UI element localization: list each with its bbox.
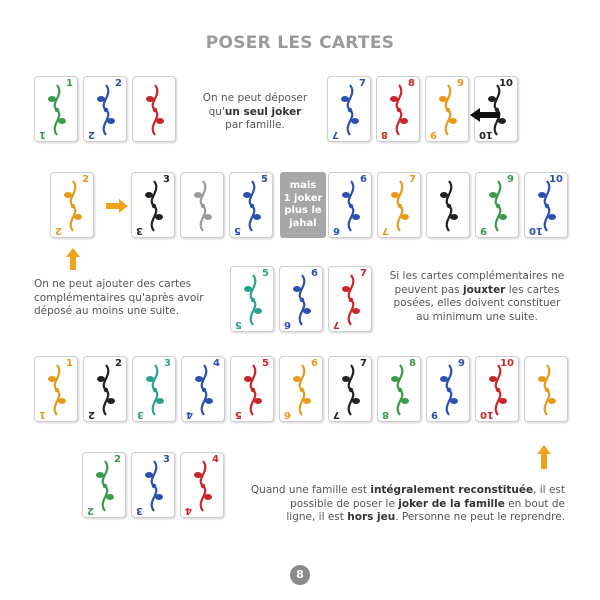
complement-left-text bbox=[34, 278, 234, 319]
mais-line-4: jahal bbox=[289, 217, 317, 229]
one-joker-line3: par famille. bbox=[225, 119, 285, 131]
card-rank: 8 bbox=[409, 358, 416, 369]
playing-card[interactable] bbox=[328, 356, 372, 422]
card-rank: 10 bbox=[499, 78, 513, 89]
card-rank-bottom: 8 bbox=[382, 409, 389, 420]
card-rank-bottom: 1 bbox=[39, 129, 46, 140]
card-figure-icon bbox=[525, 357, 568, 422]
card-rank-bottom: 10 bbox=[480, 409, 494, 420]
card-rank-bottom: 9 bbox=[430, 129, 437, 140]
playing-card[interactable] bbox=[180, 172, 224, 238]
playing-card[interactable] bbox=[230, 266, 274, 332]
page-number: 8 bbox=[290, 565, 310, 585]
card-rank: 5 bbox=[262, 268, 269, 279]
complement-left-line2: complémentaires qu'après avoir bbox=[34, 291, 204, 304]
card-rank-bottom: 7 bbox=[333, 409, 340, 420]
playing-card[interactable] bbox=[34, 76, 78, 142]
playing-card[interactable] bbox=[181, 356, 225, 422]
playing-card[interactable] bbox=[328, 172, 372, 238]
card-figure-icon bbox=[181, 173, 224, 238]
playing-card[interactable] bbox=[524, 172, 568, 238]
card-rank: 5 bbox=[261, 174, 268, 185]
up-arrow-icon bbox=[66, 248, 80, 270]
card-rank: 2 bbox=[82, 174, 89, 185]
family-line3: ligne, il est hors jeu. Personne ne peut le reprendre. bbox=[286, 511, 565, 523]
playing-card[interactable] bbox=[524, 356, 568, 422]
card-rank: 6 bbox=[360, 174, 367, 185]
card-rank-bottom: 3 bbox=[137, 409, 144, 420]
card-figure-icon bbox=[427, 173, 470, 238]
card-rank-bottom: 9 bbox=[480, 225, 487, 236]
playing-card[interactable] bbox=[132, 76, 176, 142]
card-rank: 7 bbox=[360, 358, 367, 369]
card-rank-bottom: 5 bbox=[235, 409, 242, 420]
card-rank-bottom: 9 bbox=[431, 409, 438, 420]
page-title: POSER LES CARTES bbox=[205, 33, 395, 53]
playing-card[interactable] bbox=[425, 76, 469, 142]
card-rank: 7 bbox=[409, 174, 416, 185]
card-rank-bottom: 8 bbox=[381, 129, 388, 140]
left-arrow-icon bbox=[470, 107, 500, 123]
family-line2: possible de poser le joker de la famille en bout de bbox=[290, 497, 565, 510]
card-rank-bottom: 10 bbox=[479, 129, 493, 140]
card-rank: 10 bbox=[500, 358, 514, 369]
card-rank: 7 bbox=[360, 268, 367, 279]
card-rank-bottom: 2 bbox=[88, 129, 95, 140]
card-rank-bottom: 3 bbox=[136, 505, 143, 516]
playing-card[interactable] bbox=[377, 356, 421, 422]
family-text bbox=[240, 484, 565, 525]
one-joker-line2: qu'un seul joker bbox=[208, 105, 302, 118]
card-rank-bottom: 7 bbox=[332, 129, 339, 140]
card-rank-bottom: 7 bbox=[382, 225, 389, 236]
mais-line-3: plus le bbox=[284, 205, 322, 216]
complement-right-line1: Si les cartes complémentaires ne bbox=[389, 270, 565, 282]
card-rank: 9 bbox=[507, 174, 514, 185]
card-rank-bottom: 7 bbox=[333, 319, 340, 330]
card-rank: 2 bbox=[115, 358, 122, 369]
playing-card[interactable] bbox=[83, 356, 127, 422]
card-rank: 9 bbox=[457, 78, 464, 89]
playing-card[interactable] bbox=[279, 266, 323, 332]
playing-card[interactable] bbox=[377, 172, 421, 238]
card-rank: 9 bbox=[458, 358, 465, 369]
complement-left-line3: déposé au moins une suite. bbox=[34, 305, 180, 317]
complement-left-line1: On ne peut ajouter des cartes bbox=[34, 278, 192, 290]
card-rank-bottom: 1 bbox=[39, 409, 46, 420]
up-arrow-icon bbox=[537, 445, 551, 469]
card-rank: 5 bbox=[262, 358, 269, 369]
card-rank: 10 bbox=[549, 174, 563, 185]
card-rank-bottom: 4 bbox=[185, 505, 192, 516]
card-rank: 4 bbox=[212, 454, 219, 465]
card-rank: 2 bbox=[114, 454, 121, 465]
one-joker-text bbox=[195, 92, 315, 133]
card-rank: 3 bbox=[164, 358, 171, 369]
card-rank-bottom: 10 bbox=[529, 225, 543, 236]
card-rank-bottom: 4 bbox=[186, 409, 193, 420]
playing-card[interactable] bbox=[327, 76, 371, 142]
playing-card[interactable] bbox=[426, 172, 470, 238]
card-rank-bottom: 2 bbox=[55, 225, 62, 236]
card-figure-icon bbox=[133, 77, 176, 142]
playing-card[interactable] bbox=[328, 266, 372, 332]
card-rank-bottom: 5 bbox=[234, 225, 241, 236]
playing-card[interactable] bbox=[229, 172, 273, 238]
card-rank: 3 bbox=[163, 454, 170, 465]
card-rank-bottom: 3 bbox=[136, 225, 143, 236]
playing-card[interactable] bbox=[34, 356, 78, 422]
card-rank-bottom: 2 bbox=[87, 505, 94, 516]
complement-right-text bbox=[382, 270, 572, 324]
playing-card[interactable] bbox=[180, 452, 224, 518]
family-line1: Quand une famille est intégralement reconstituée, il est bbox=[250, 484, 565, 496]
complement-right-line4: au minimum une suite. bbox=[416, 310, 538, 323]
playing-card[interactable] bbox=[426, 356, 470, 422]
playing-card[interactable] bbox=[475, 172, 519, 238]
playing-card[interactable] bbox=[131, 452, 175, 518]
complement-right-line3: posées, elles doivent constituer bbox=[393, 297, 561, 309]
playing-card[interactable] bbox=[230, 356, 274, 422]
card-rank: 2 bbox=[115, 78, 122, 89]
playing-card[interactable] bbox=[132, 356, 176, 422]
playing-card[interactable] bbox=[131, 172, 175, 238]
playing-card[interactable] bbox=[376, 76, 420, 142]
mais-line-1: mais bbox=[289, 180, 317, 191]
playing-card[interactable] bbox=[475, 356, 519, 422]
card-rank: 8 bbox=[408, 78, 415, 89]
card-rank: 1 bbox=[66, 78, 73, 89]
playing-card[interactable] bbox=[50, 172, 94, 238]
card-rank: 1 bbox=[66, 358, 73, 369]
complement-right-line2: peuvent pas jouxter les cartes bbox=[394, 283, 560, 296]
card-rank-bottom: 6 bbox=[284, 319, 291, 330]
card-rank-bottom: 6 bbox=[333, 225, 340, 236]
one-joker-line1: On ne peut déposer bbox=[202, 92, 308, 104]
playing-card[interactable] bbox=[82, 452, 126, 518]
playing-card[interactable] bbox=[279, 356, 323, 422]
card-rank-bottom: 2 bbox=[88, 409, 95, 420]
card-rank: 6 bbox=[311, 358, 318, 369]
card-rank-bottom: 6 bbox=[284, 409, 291, 420]
card-rank: 7 bbox=[359, 78, 366, 89]
card-rank: 6 bbox=[311, 268, 318, 279]
right-arrow-icon bbox=[106, 199, 128, 213]
card-rank-bottom: 5 bbox=[235, 319, 242, 330]
mais-line-2: 1 joker bbox=[283, 192, 323, 204]
card-rank: 4 bbox=[213, 358, 220, 369]
mais-joker-box bbox=[280, 172, 326, 238]
card-rank: 3 bbox=[163, 174, 170, 185]
playing-card[interactable] bbox=[83, 76, 127, 142]
